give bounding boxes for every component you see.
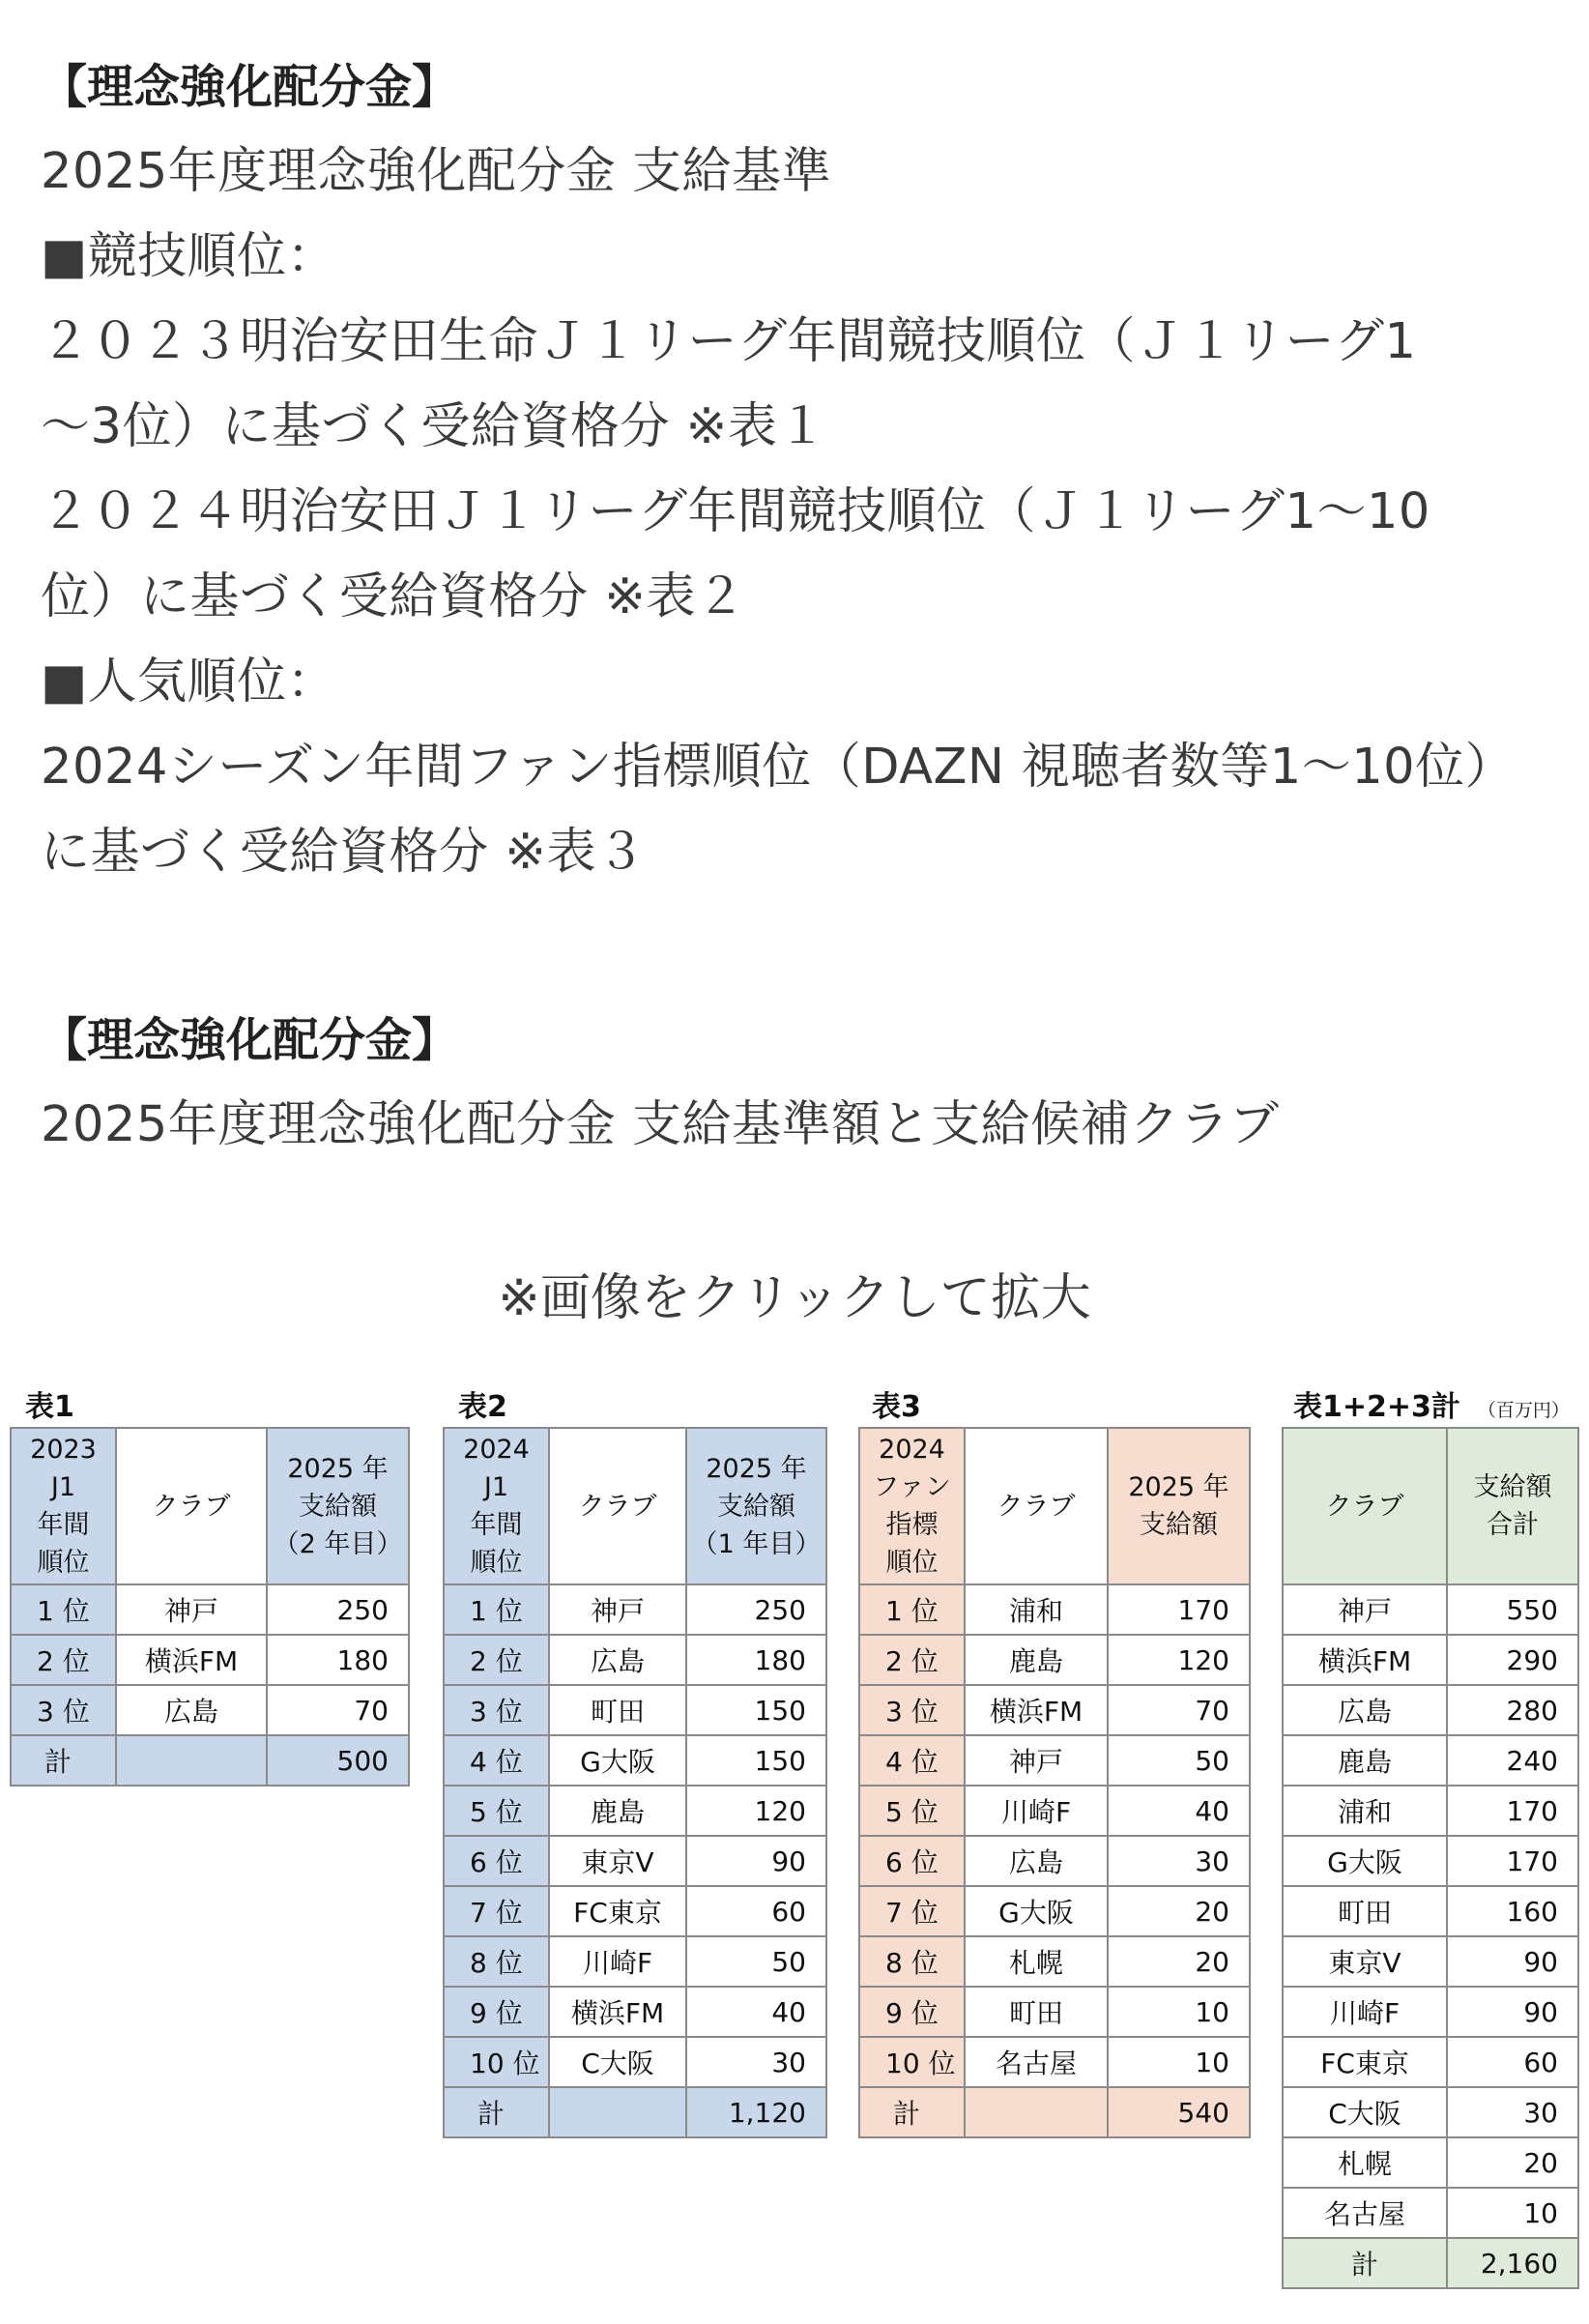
club-cell: 札幌: [965, 1936, 1108, 1987]
rank-cell: 5 位: [859, 1786, 965, 1836]
rank-cell: 8 位: [444, 1936, 549, 1987]
amount-cell: 90: [1447, 1987, 1578, 2037]
amount-cell: 160: [1447, 1886, 1578, 1936]
table-row: [1283, 2137, 1578, 2188]
amount-header: 2025 年 支給額: [1108, 1428, 1250, 1584]
club-cell: 町田: [1283, 1886, 1447, 1936]
table3-title: 表3: [872, 1390, 921, 1424]
rank-cell: 2 位: [444, 1635, 549, 1685]
table-row: [1283, 1886, 1578, 1936]
rank-cell: 3 位: [859, 1685, 965, 1735]
table-row: [1283, 2188, 1578, 2238]
table-row: [444, 1685, 826, 1735]
popularity-rank-heading: ■人気順位：: [41, 654, 337, 711]
club-cell: 広島: [1283, 1685, 1447, 1735]
table4-title: [1293, 1382, 1570, 1425]
club-header: クラブ: [549, 1428, 686, 1584]
total-row: [444, 2087, 826, 2137]
rank-cell: 9 位: [859, 1987, 965, 2037]
table-row: [1283, 1635, 1578, 1685]
rank-cell: 9 位: [444, 1987, 549, 2037]
rank-cell: 1 位: [859, 1584, 965, 1635]
club-cell: 名古屋: [1283, 2188, 1447, 2238]
criteria-line: 位）に基づく受給資格分 ※表２: [41, 568, 746, 625]
rank-cell: 6 位: [444, 1836, 549, 1886]
table1: [10, 1427, 410, 1787]
table4-title-text: 表1+2+3計: [1293, 1390, 1460, 1424]
rank-cell: 2 位: [11, 1635, 116, 1685]
rank-cell: 3 位: [11, 1685, 116, 1735]
table-row: [444, 1635, 826, 1685]
total-label: 計: [1283, 2238, 1447, 2288]
club-cell: 東京V: [1283, 1936, 1447, 1987]
table-row: [859, 1584, 1250, 1635]
total-row: [1283, 2238, 1578, 2288]
club-cell: 町田: [549, 1685, 686, 1735]
table2-title: 表2: [458, 1390, 507, 1424]
table2: [443, 1427, 827, 2138]
table-row: [444, 1836, 826, 1886]
table-row: [11, 1635, 409, 1685]
amount-cell: 150: [686, 1685, 826, 1735]
table-row: [1283, 1735, 1578, 1786]
rank-cell: 7 位: [859, 1886, 965, 1936]
amount-cell: 40: [686, 1987, 826, 2037]
amount-cell: 280: [1447, 1685, 1578, 1735]
rank-cell: 3 位: [444, 1685, 549, 1735]
club-cell: 浦和: [965, 1584, 1108, 1635]
club-cell: 横浜FM: [965, 1685, 1108, 1735]
competition-rank-heading: ■競技順位：: [41, 228, 337, 285]
amount-cell: 250: [686, 1584, 826, 1635]
amount-cell: 120: [686, 1786, 826, 1836]
total-value: 500: [267, 1735, 409, 1786]
table-row: [1283, 1987, 1578, 2037]
club-cell: 広島: [965, 1836, 1108, 1886]
table-row: [859, 1886, 1250, 1936]
amount-cell: 30: [686, 2037, 826, 2087]
rank-header: 2024 J1 年間 順位: [444, 1428, 549, 1584]
amount-cell: 40: [1108, 1786, 1250, 1836]
table-row: [11, 1685, 409, 1735]
table-row: [859, 1735, 1250, 1786]
amount-cell: 20: [1108, 1936, 1250, 1987]
total-blank: [549, 2087, 686, 2137]
club-cell: G大阪: [1283, 1836, 1447, 1886]
table-row: [444, 1987, 826, 2037]
amount-header: 2025 年 支給額 （1 年目）: [686, 1428, 826, 1584]
amount-cell: 550: [1447, 1584, 1578, 1635]
total-row: [11, 1735, 409, 1786]
criteria-line: ２０２４明治安田Ｊ１リーグ年間競技順位（Ｊ１リーグ1〜10: [41, 483, 1430, 540]
club-cell: C大阪: [1283, 2087, 1447, 2137]
amount-cell: 60: [1447, 2037, 1578, 2087]
club-cell: 浦和: [1283, 1786, 1447, 1836]
table-row: [11, 1584, 409, 1635]
amount-cell: 290: [1447, 1635, 1578, 1685]
club-cell: 横浜FM: [116, 1635, 267, 1685]
amount-header: 2025 年 支給額 （2 年目）: [267, 1428, 409, 1584]
club-cell: 神戸: [549, 1584, 686, 1635]
table-row: [444, 1936, 826, 1987]
criteria-title: 2025年度理念強化配分金 支給基準: [41, 143, 832, 200]
table-row: [444, 1735, 826, 1786]
table4: [1282, 1427, 1579, 2289]
table-row: [859, 1987, 1250, 2037]
amount-cell: 50: [1108, 1735, 1250, 1786]
click-to-enlarge-note: ※画像をクリックして拡大: [498, 1269, 1091, 1327]
club-cell: 神戸: [116, 1584, 267, 1635]
total-label: 計: [11, 1735, 116, 1786]
club-cell: 広島: [116, 1685, 267, 1735]
rank-cell: 1 位: [444, 1584, 549, 1635]
rank-cell: 10 位: [444, 2037, 549, 2087]
club-cell: G大阪: [549, 1735, 686, 1786]
criteria-line: 〜3位）に基づく受給資格分 ※表１: [41, 398, 827, 455]
criteria-section: [41, 44, 1515, 895]
club-cell: 鹿島: [549, 1786, 686, 1836]
rank-header: 2023 J1 年間 順位: [11, 1428, 116, 1584]
club-cell: 鹿島: [965, 1635, 1108, 1685]
total-blank: [116, 1735, 267, 1786]
club-cell: 神戸: [1283, 1584, 1447, 1635]
amount-cell: 170: [1447, 1836, 1578, 1886]
table-row: [444, 1584, 826, 1635]
table-row: [859, 1635, 1250, 1685]
amount-cell: 170: [1108, 1584, 1250, 1635]
table-row: [859, 1786, 1250, 1836]
table4-header-row: [1283, 1428, 1578, 1584]
club-cell: 川崎F: [549, 1936, 686, 1987]
table1-title: 表1: [25, 1390, 74, 1424]
table3: [858, 1427, 1251, 2138]
amount-cell: 170: [1447, 1786, 1578, 1836]
amount-cell: 150: [686, 1735, 826, 1786]
table-row: [444, 2037, 826, 2087]
total-label: 計: [444, 2087, 549, 2137]
club-cell: C大阪: [549, 2037, 686, 2087]
total-value: 1,120: [686, 2087, 826, 2137]
rank-cell: 8 位: [859, 1936, 965, 1987]
club-cell: 札幌: [1283, 2137, 1447, 2188]
club-cell: G大阪: [965, 1886, 1108, 1936]
club-cell: 広島: [549, 1635, 686, 1685]
total-value: 540: [1108, 2087, 1250, 2137]
amount-cell: 120: [1108, 1635, 1250, 1685]
table-row: [1283, 1936, 1578, 1987]
rank-cell: 1 位: [11, 1584, 116, 1635]
table1-header-row: [11, 1428, 409, 1584]
rank-cell: 4 位: [444, 1735, 549, 1786]
club-cell: FC東京: [1283, 2037, 1447, 2087]
table-row: [444, 1886, 826, 1936]
amount-cell: 70: [1108, 1685, 1250, 1735]
criteria-line: ２０２３明治安田生命Ｊ１リーグ年間競技順位（Ｊ１リーグ1: [41, 313, 1417, 370]
criteria-line: 2024シーズン年間ファン指標順位（DAZN 視聴者数等1〜10位）: [41, 739, 1516, 796]
club-cell: 町田: [965, 1987, 1108, 2037]
amount-cell: 20: [1108, 1886, 1250, 1936]
rank-cell: 6 位: [859, 1836, 965, 1886]
rank-cell: 4 位: [859, 1735, 965, 1786]
total-value: 2,160: [1447, 2238, 1578, 2288]
club-header: クラブ: [116, 1428, 267, 1584]
club-cell: 名古屋: [965, 2037, 1108, 2087]
table2-header-row: [444, 1428, 826, 1584]
total-row: [859, 2087, 1250, 2137]
club-cell: 横浜FM: [1283, 1635, 1447, 1685]
amount-cell: 70: [267, 1685, 409, 1735]
table-row: [859, 1685, 1250, 1735]
table-row: [1283, 1584, 1578, 1635]
amount-cell: 90: [1447, 1936, 1578, 1987]
table-row: [859, 2037, 1250, 2087]
table-row: [1283, 1685, 1578, 1735]
rank-header: 2024 ファン 指標 順位: [859, 1428, 965, 1584]
total-label: 計: [859, 2087, 965, 2137]
club-cell: 川崎F: [1283, 1987, 1447, 2037]
amount-cell: 250: [267, 1584, 409, 1635]
rank-cell: 10 位: [859, 2037, 965, 2087]
table-row: [444, 1786, 826, 1836]
table-row: [1283, 2037, 1578, 2087]
amount-section: [41, 998, 1280, 1168]
club-cell: 東京V: [549, 1836, 686, 1886]
section-heading: 【理念強化配分金】: [41, 60, 459, 114]
club-cell: 川崎F: [965, 1786, 1108, 1836]
rank-cell: 7 位: [444, 1886, 549, 1936]
club-header: クラブ: [1283, 1428, 1447, 1584]
amount-cell: 10: [1108, 2037, 1250, 2087]
amount-cell: 30: [1447, 2087, 1578, 2137]
table-row: [859, 1836, 1250, 1886]
amount-cell: 50: [686, 1936, 826, 1987]
total-amount-header: 支給額 合計: [1447, 1428, 1578, 1584]
amount-cell: 10: [1447, 2188, 1578, 2238]
club-cell: 鹿島: [1283, 1735, 1447, 1786]
criteria-line: に基づく受給資格分 ※表３: [41, 824, 647, 881]
amount-cell: 240: [1447, 1735, 1578, 1786]
amount-cell: 30: [1108, 1836, 1250, 1886]
amount-title: 2025年度理念強化配分金 支給基準額と支給候補クラブ: [41, 1096, 1280, 1153]
club-cell: 神戸: [965, 1735, 1108, 1786]
total-blank: [965, 2087, 1108, 2137]
unit-label: （百万円）: [1477, 1400, 1570, 1421]
table-row: [1283, 1786, 1578, 1836]
table-row: [1283, 1836, 1578, 1886]
club-cell: FC東京: [549, 1886, 686, 1936]
amount-cell: 180: [267, 1635, 409, 1685]
amount-cell: 90: [686, 1836, 826, 1886]
amount-cell: 180: [686, 1635, 826, 1685]
table3-header-row: [859, 1428, 1250, 1584]
rank-cell: 5 位: [444, 1786, 549, 1836]
club-header: クラブ: [965, 1428, 1108, 1584]
rank-cell: 2 位: [859, 1635, 965, 1685]
amount-cell: 20: [1447, 2137, 1578, 2188]
section-heading: 【理念強化配分金】: [41, 1013, 459, 1067]
amount-cell: 60: [686, 1886, 826, 1936]
amount-cell: 10: [1108, 1987, 1250, 2037]
table-row: [1283, 2087, 1578, 2137]
table-row: [859, 1936, 1250, 1987]
club-cell: 横浜FM: [549, 1987, 686, 2037]
